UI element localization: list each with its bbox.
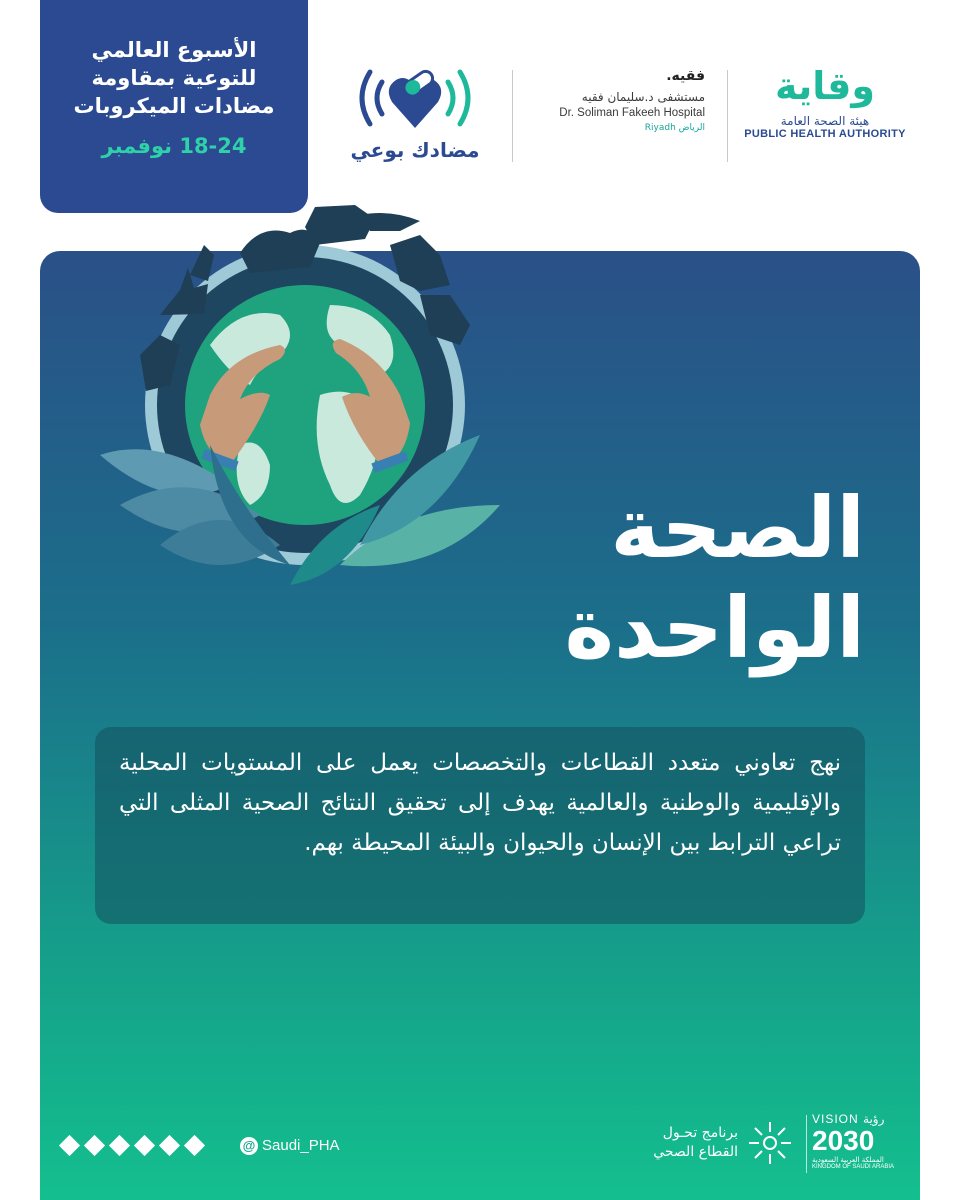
- headline: [445, 478, 865, 678]
- awareness-logo-text: مضادك بوعي: [350, 138, 480, 162]
- diamond-icon: [109, 1135, 130, 1156]
- footer-divider: [806, 1115, 807, 1173]
- diamond-icon: [59, 1135, 80, 1156]
- pha-english-name: PUBLIC HEALTH AUTHORITY: [744, 128, 906, 140]
- diamond-icon: [159, 1135, 180, 1156]
- diamond-icon: [134, 1135, 155, 1156]
- campaign-line-1: الأسبوع العالمي: [91, 38, 257, 62]
- decorative-diamonds: [62, 1138, 212, 1162]
- partner-logos: [340, 60, 920, 170]
- saudi-emblem-icon: [745, 1118, 795, 1168]
- campaign-line-2: للتوعية بمقاومة: [91, 66, 257, 90]
- program-line-1: برنامج تحـول: [662, 1125, 738, 1141]
- public-health-authority-logo: [740, 64, 910, 164]
- campaign-date: 18-24 نوفمبر: [101, 134, 247, 158]
- social-handle[interactable]: [240, 1137, 340, 1155]
- fakeeh-brand: فقيه.: [666, 68, 705, 84]
- logo-divider: [727, 70, 728, 162]
- at-icon: @: [240, 1137, 258, 1155]
- fakeeh-english-name: Dr. Soliman Fakeeh Hospital: [559, 107, 705, 119]
- vision-english: KINGDOM OF SAUDI ARABIA: [812, 1164, 895, 1170]
- logo-divider: [512, 70, 513, 162]
- fakeeh-arabic-name: مستشفى د.سليمان فقيه: [581, 90, 705, 104]
- vision-label: VISION رؤية: [812, 1112, 885, 1126]
- vision-2030-logo: [812, 1112, 922, 1170]
- description-box: [95, 727, 865, 924]
- vision-arabic: المملكة العربية السعودية: [812, 1156, 884, 1164]
- program-line-2: القطاع الصحي: [653, 1144, 738, 1160]
- diamond-icon: [84, 1135, 105, 1156]
- headline-line-1: الصحة: [610, 479, 865, 577]
- diamond-icon: [184, 1135, 205, 1156]
- campaign-box: [40, 0, 308, 213]
- description-text: نهج تعاوني متعدد القطاعات والتخصصات يعمل على المستويات المحلية والإقليمية والوطنية والعالمية يهدف إلى تحقيق النتائج الصحية المثلى التي تراعي الترابط بين الإنسان والحيوان والبيئة المحيطة بهم.: [119, 750, 841, 856]
- pha-arabic-name: هيئة الصحة العامة: [780, 114, 870, 128]
- fakeeh-hospital-logo: [525, 68, 705, 164]
- pha-wordmark: وقاية: [774, 64, 876, 108]
- awareness-logo: [340, 60, 490, 170]
- capsule-heart-icon: [340, 60, 490, 138]
- social-handle-text: Saudi_PHA: [262, 1137, 340, 1154]
- vision-year: 2030: [812, 1125, 875, 1156]
- fakeeh-city: Riyadh الرياض: [644, 123, 705, 133]
- headline-line-2: الواحدة: [564, 579, 865, 677]
- campaign-line-3: مضادات الميكروبات: [73, 94, 275, 118]
- health-transformation-program: [628, 1124, 738, 1162]
